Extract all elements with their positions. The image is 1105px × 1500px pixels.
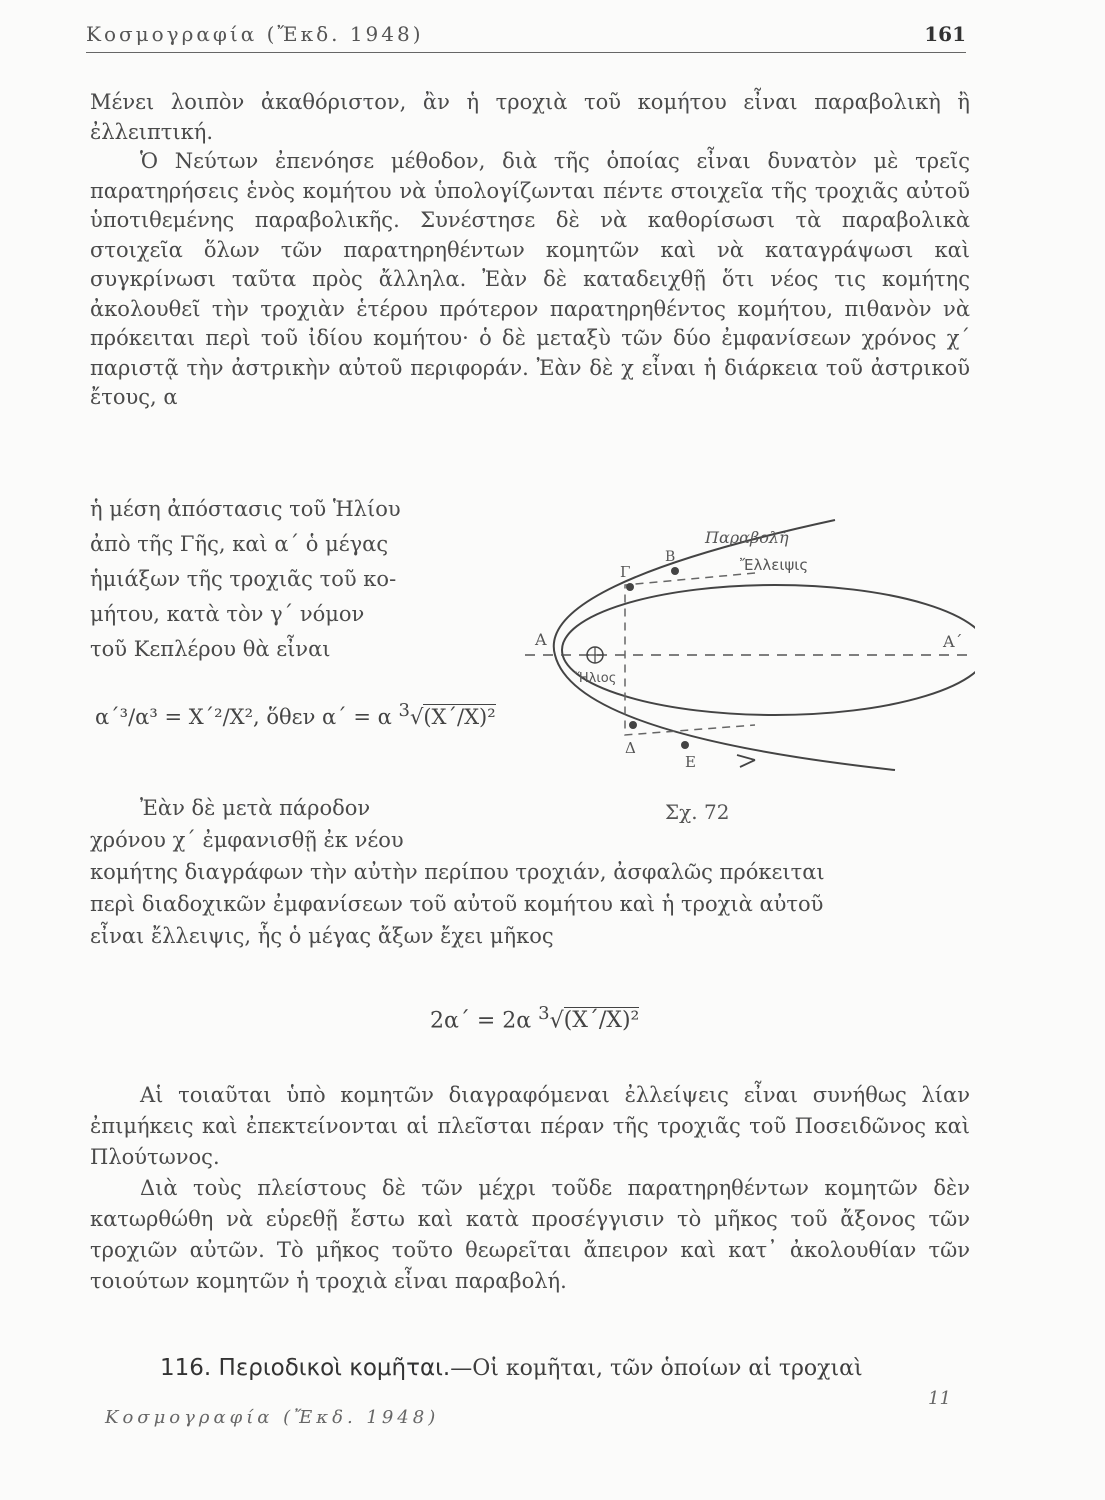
narrow-line: ἀπὸ τῆς Γῆς, καὶ α΄ ὁ μέγας [90,532,389,556]
ellipse-orbit [562,585,975,715]
body-text-top [90,88,970,413]
formula-lhs: α΄³/α³ = Χ΄²/Χ² [95,705,254,729]
radical-sign: √ [549,1008,564,1034]
text-line: χρόνου χ΄ ἐμφανισθῇ ἐκ νέου [90,828,404,852]
paragraph-1: Μένει λοιπὸν ἀκαθόριστον, ἂν ἡ τροχιὰ τοῦ κομήτου εἶναι παραβολικὴ ἢ ἐλλειπτική. [90,90,970,144]
formula-lhs: 2α΄ = 2α [430,1008,532,1034]
label-delta: Δ [625,739,636,757]
label-parabola: Παραβολή [705,528,789,547]
page-number: 161 [924,22,966,46]
label-a: Α [535,630,547,649]
point-e [681,741,689,749]
root-index: 3 [398,700,410,721]
narrow-line: ἡ μέση ἀπόστασις τοῦ Ἡλίου [90,497,401,521]
label-sun: Ἥλιος [575,671,617,686]
text-line: κομήτης διαγράφων τὴν αὐτὴν περίπου τροχιάν, ἀσφαλῶς πρόκειται [90,860,825,884]
narrow-line: μήτου, κατὰ τὸν γ΄ νόμον [90,602,365,626]
running-title: Κοσμογραφία (Ἔκδ. 1948) [86,22,424,46]
body-text-lower [90,1080,970,1297]
arrow-icon [737,755,755,767]
formula-major-axis [430,1003,639,1033]
formula-mid: , ὅθεν α΄ = α [253,705,392,729]
text-line: εἶναι ἔλλειψις, ἧς ὁ μέγας ἄξων ἔχει μῆκος [90,924,554,948]
formula-radicand: (Χ΄/Χ)² [563,1008,640,1034]
label-gamma: Γ [620,563,631,581]
radical-sign: √ [409,705,424,729]
page-header [86,12,966,53]
formula-kepler [95,700,496,729]
body-text-middle [90,792,970,952]
label-ellipse: Ἔλλειψις [740,556,809,574]
section-heading [160,1355,980,1381]
paragraph-3: Αἱ τοιαῦται ὑπὸ κομητῶν διαγραφόμεναι ἐλλείψεις εἶναι συνήθως λίαν ἐπιμήκεις καὶ ἐπεκτείνονται αἱ πλεῖσται πέραν τῆς τροχιᾶς τοῦ Ποσειδῶνος καὶ Πλούτωνος. [90,1083,970,1169]
section-title: 116. Περιοδικοὶ κομῆται. [160,1355,451,1381]
root-index: 3 [538,1003,550,1024]
narrow-text-block [90,492,465,667]
narrow-line: τοῦ Κεπλέρου θὰ εἶναι [90,637,331,661]
text-line: περὶ διαδοχικῶν ἐμφανίσεων τοῦ αὐτοῦ κομήτου καὶ ἡ τροχιὰ αὐτοῦ [90,892,824,916]
signature-mark: 11 [928,1388,951,1409]
narrow-line: ἡμιάξων τῆς τροχιᾶς τοῦ κο- [90,567,397,591]
point-delta [629,721,637,729]
text-line: Ἐὰν δὲ μετὰ πάροδον [140,796,371,820]
footer-title: Κοσμογραφία (Ἔκδ. 1948) [105,1407,440,1428]
section-text: —Οἱ κομῆται, τῶν ὁποίων αἱ τροχιαὶ [450,1356,863,1381]
label-e: Ε [685,753,696,771]
paragraph-2: Ὁ Νεύτων ἐπενόησε μέθοδον, διὰ τῆς ὁποίας εἶναι δυνατὸν μὲ τρεῖς παρατηρήσεις ἑνὸς κομήτου νὰ ὑπολογίζωνται πέντε στοιχεῖα τῆς τροχιᾶς αὐτοῦ ὑποτιθεμένης παραβολικῆς. Συνέστησε δὲ νὰ καθορίσωσι τὰ παραβολικὰ στοιχεῖα ὅλων τῶν παρατηρηθέντων κομητῶν καὶ νὰ καταγράψωσι καὶ συγκρίνωσι ταῦτα πρὸς ἄλληλα. Ἐὰν δὲ καταδειχθῇ ὅτι νέος τις κομήτης ἀκολουθεῖ τὴν τροχιὰν ἑτέρου πρότερον παρατηρηθέντος κομήτου, πιθανὸν νὰ πρόκειται περὶ τοῦ ἰδίου κομήτου· ὁ δὲ μεταξὺ τῶν δύο ἐμφανίσεων χρόνος χ΄ παριστᾷ τὴν ἀστρικὴν αὐτοῦ περιφοράν. Ἐὰν δὲ χ εἶναι ἡ διάρκεια τοῦ ἀστρικοῦ ἔτους, α [90,149,970,409]
point-b [671,567,679,575]
label-a-prime: Α΄ [943,632,963,651]
figure-caption: Σχ. 72 [665,800,730,824]
parabola-orbit [554,520,895,770]
formula-radicand: (Χ΄/Χ)² [423,705,496,729]
orbit-figure [475,495,975,795]
point-gamma [626,583,634,591]
label-b: Β [665,549,676,565]
paragraph-4: Διὰ τοὺς πλείστους δὲ τῶν μέχρι τοῦδε παρατηρηθέντων κομητῶν δὲν κατωρθώθη νὰ εὑρεθῇ ἔστω καὶ κατὰ προσέγγισιν τὸ μῆκος τοῦ ἄξονος τῶν τροχιῶν αὐτῶν. Τὸ μῆκος τοῦτο θεωρεῖται ἄπειρον καὶ κατ᾽ ἀκολουθίαν τῶν τοιούτων κομητῶν ἡ τροχιὰ εἶναι παραβολή. [90,1176,970,1293]
